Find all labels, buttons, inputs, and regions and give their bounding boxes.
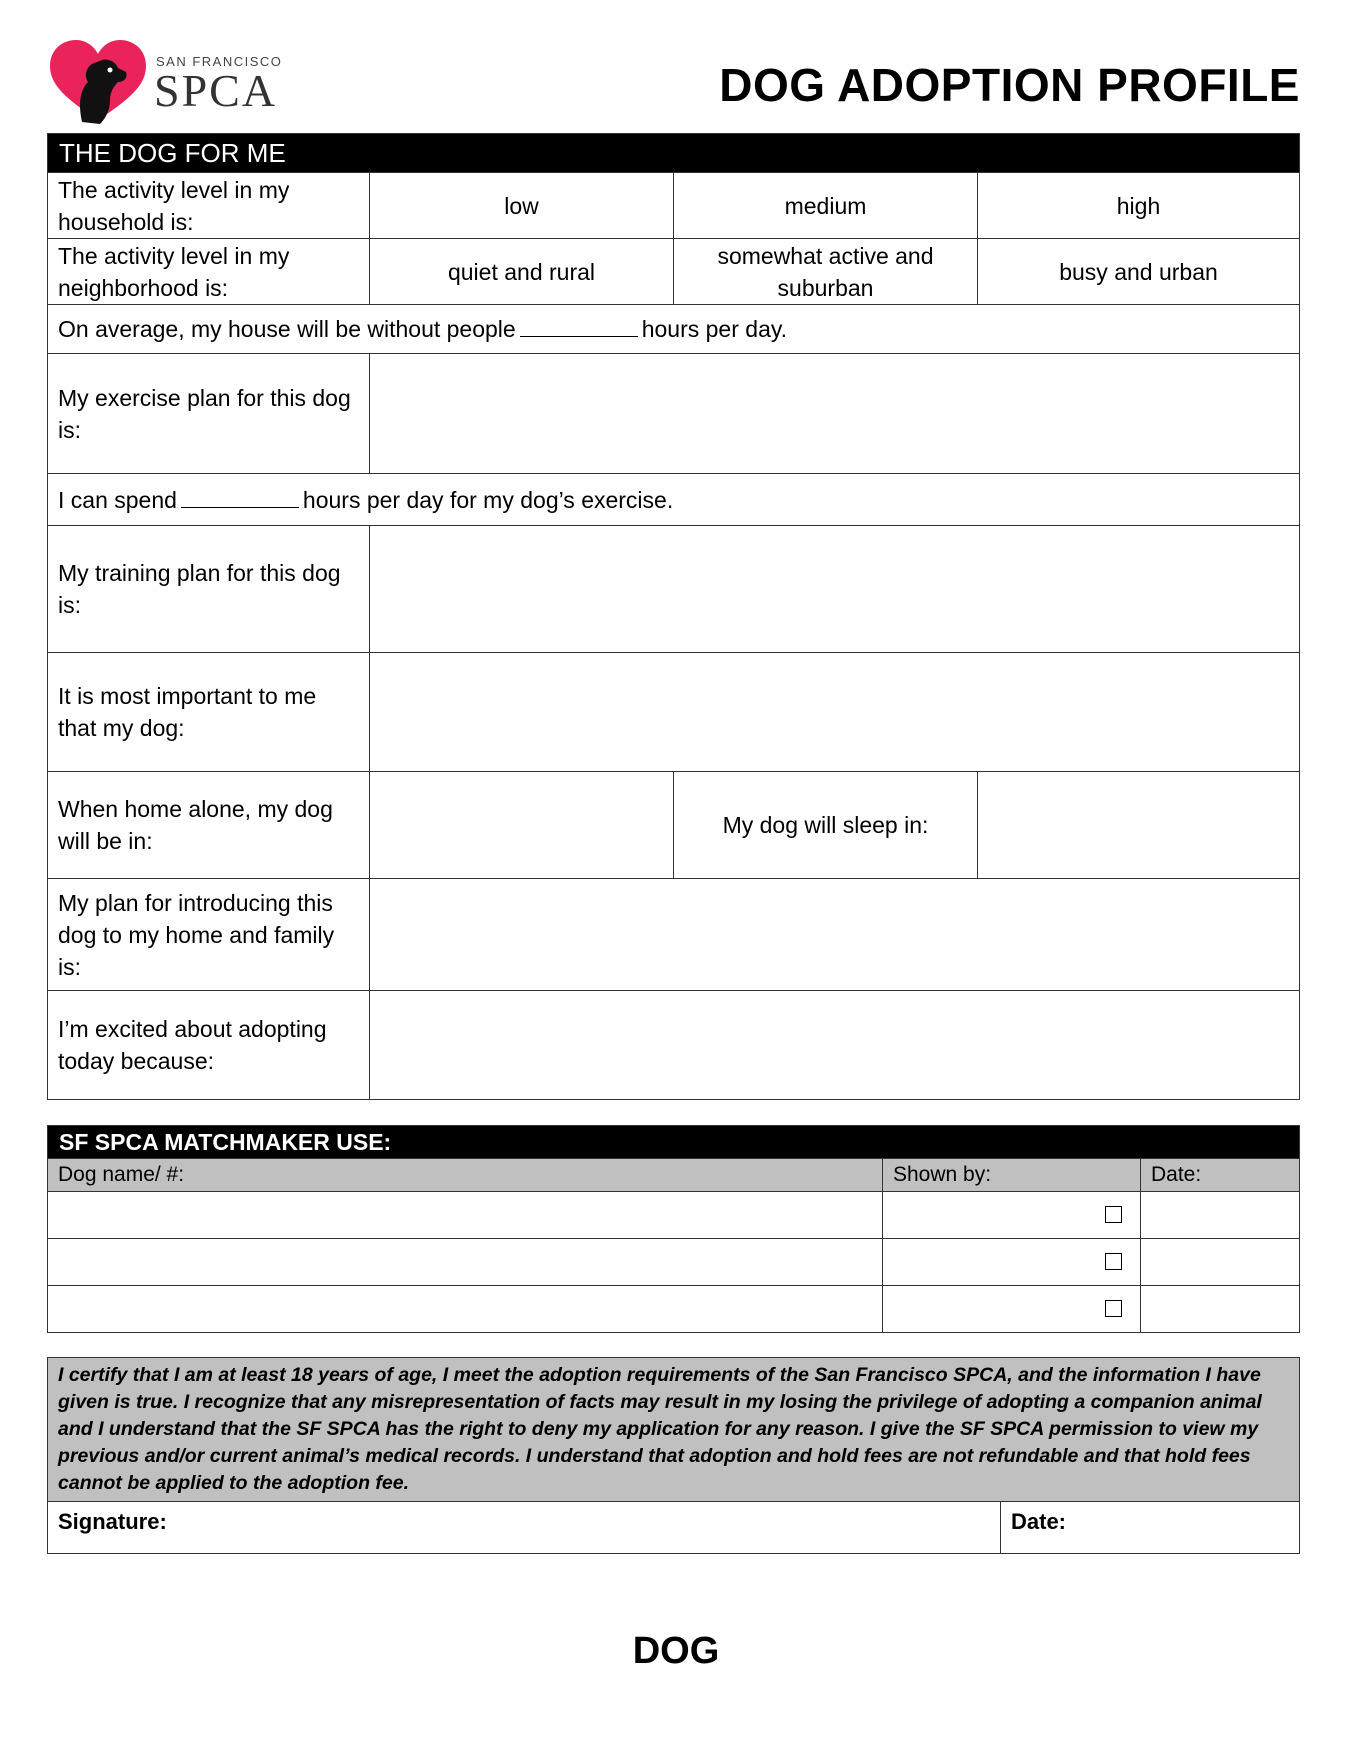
page-title: DOG ADOPTION PROFILE: [719, 59, 1300, 111]
certification-table: [47, 1357, 1300, 1554]
neighborhood-activity-label: The activity level in my neighborhood is:: [48, 239, 370, 305]
logo-text-big: SPCA: [154, 65, 278, 116]
matchmaker-heading: SF SPCA MATCHMAKER USE:: [48, 1126, 1300, 1159]
most-important-label: It is most important to me that my dog:: [48, 653, 370, 772]
dog-name-field[interactable]: [48, 1286, 883, 1333]
household-option-medium[interactable]: medium: [674, 173, 978, 239]
shown-by-field[interactable]: [883, 1239, 1141, 1286]
dog-for-me-table: [47, 133, 1300, 1100]
introduction-plan-field[interactable]: [370, 879, 1300, 991]
shown-by-field[interactable]: [883, 1286, 1141, 1333]
household-option-high[interactable]: high: [978, 173, 1300, 239]
checkbox[interactable]: [1105, 1300, 1122, 1317]
sleep-label: My dog will sleep in:: [674, 772, 978, 879]
hours-alone-blank[interactable]: [520, 335, 638, 337]
most-important-field[interactable]: [370, 653, 1300, 772]
col-date: Date:: [1141, 1159, 1300, 1192]
signature-date-field[interactable]: [1001, 1502, 1300, 1554]
introduction-plan-label: My plan for introducing this dog to my home and family is:: [48, 879, 370, 991]
checkbox[interactable]: [1105, 1206, 1122, 1223]
logo-text-small: SAN FRANCISCO: [156, 54, 283, 69]
col-shown-by: Shown by:: [883, 1159, 1141, 1192]
excited-reason-field[interactable]: [370, 991, 1300, 1100]
checkbox[interactable]: [1105, 1253, 1122, 1270]
dog-name-field[interactable]: [48, 1192, 883, 1239]
signature-field[interactable]: [48, 1502, 1001, 1554]
neighborhood-option-urban[interactable]: busy and urban: [978, 239, 1300, 305]
home-alone-label: When home alone, my dog will be in:: [48, 772, 370, 879]
date-field[interactable]: [1141, 1192, 1300, 1239]
date-field[interactable]: [1141, 1286, 1300, 1333]
neighborhood-option-suburban[interactable]: somewhat active and suburban: [674, 239, 978, 305]
matchmaker-table: [47, 1125, 1300, 1333]
neighborhood-option-rural[interactable]: quiet and rural: [370, 239, 674, 305]
signature-date-label: Date:: [1011, 1509, 1067, 1534]
spca-logo: [48, 38, 288, 128]
home-alone-field[interactable]: [370, 772, 674, 879]
exercise-hours-suffix: hours per day for my dog’s exercise.: [302, 486, 674, 513]
sleep-field[interactable]: [978, 772, 1300, 879]
heart-dog-icon: [48, 38, 148, 128]
hours-alone-text: On average, my house will be without people: [58, 316, 516, 342]
exercise-plan-field[interactable]: [370, 354, 1300, 474]
signature-label: Signature:: [58, 1509, 167, 1534]
household-option-low[interactable]: low: [370, 173, 674, 239]
excited-reason-label: I’m excited about adopting today because:: [48, 991, 370, 1100]
exercise-hours-blank[interactable]: [181, 506, 299, 508]
training-plan-field[interactable]: [370, 526, 1300, 653]
exercise-hours-text: I can spend: [58, 486, 177, 513]
footer-code: DOG: [632, 1630, 720, 1672]
household-activity-label: The activity level in my household is:: [48, 173, 370, 239]
section-heading: THE DOG FOR ME: [48, 134, 1300, 173]
dog-name-field[interactable]: [48, 1239, 883, 1286]
certification-text: I certify that I am at least 18 years of age, I meet the adoption requirements of the San Francisco SPCA, and the information I have given is true. I recognize that any misrepresentation of facts may result in my losing the privilege of adopting a companion animal and I understand that the SF SPCA has the right to deny my application for any reason. I give the SF SPCA permission to view my previous and/or current animal’s medical records. I understand that adoption and hold fees are not refundable and that hold fees cannot be applied to the adoption fee.: [48, 1358, 1300, 1502]
exercise-plan-label: My exercise plan for this dog is:: [48, 354, 370, 474]
hours-alone-row: [48, 305, 1300, 354]
shown-by-field[interactable]: [883, 1192, 1141, 1239]
col-dog-name: Dog name/ #:: [48, 1159, 883, 1192]
hours-alone-suffix: hours per day.: [641, 316, 788, 342]
training-plan-label: My training plan for this dog is:: [48, 526, 370, 653]
exercise-hours-row: [48, 474, 1300, 526]
date-field[interactable]: [1141, 1239, 1300, 1286]
